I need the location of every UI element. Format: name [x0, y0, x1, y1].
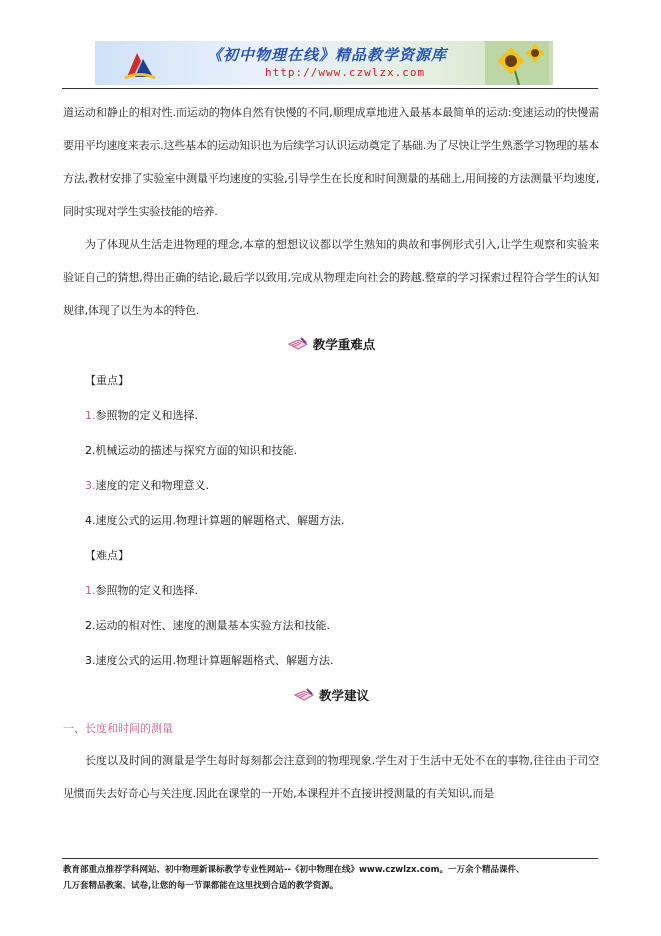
list-item [63, 398, 599, 433]
intro-paragraph: 为了体现从生活走进物理的理念,本章的想想议议都以学生熟知的典故和事例形式引入,让学生观察和实验来验证自己的猜想,得出正确的结论,最后学以致用,完成从物理走向社会的跨越.整章的学习探索过程符合学生的认知规律,体现了以生为本的特色. [63, 238, 599, 317]
banner-url[interactable]: http://www.czwlzx.com [265, 66, 426, 79]
header-banner [95, 41, 553, 85]
document-body [63, 96, 599, 810]
list-item [63, 643, 599, 678]
subheading: 一、长度和时间的测量 [63, 722, 173, 735]
site-logo-icon [123, 47, 157, 81]
item-text: 参照物的定义和选择. [95, 584, 198, 597]
list-item [63, 433, 599, 468]
item-text: 机械运动的描述与探究方面的知识和技能. [95, 444, 297, 457]
item-number: 4. [85, 514, 96, 527]
footer-rule [62, 858, 598, 859]
intro-paragraph: 道运动和静止的相对性.而运动的物体自然有快慢的不同,顺理成章地进入最基本最简单的运动:变速运动的快慢需要用平均速度来表示.这些基本的运动知识也为后续学习认识运动奠定了基础.为了尽快让学生熟悉学习物理的基本方法,教材安排了实验室中测量平均速度的实验,引导学生在长度和时间测量的基础上,用间接的方法测量平均速度,同时实现对学生实验技能的培养. [63, 106, 599, 218]
banner-title: 《初中物理在线》精品教学资源库 [207, 46, 448, 64]
pen-paper-icon [287, 336, 309, 352]
section-heading [63, 327, 599, 363]
list-item [63, 608, 599, 643]
body-paragraph: 长度以及时间的测量是学生每时每刻都会注意到的物理现象.学生对于生活中无处不在的事物,往往由于司空见惯而失去好奇心与关注度.因此在课堂的一开始,本课程并不直接讲授测量的有关知识,而是 [63, 754, 599, 800]
item-number: 1. [85, 584, 96, 597]
item-text: 速度的定义和物理意义. [95, 479, 209, 492]
pen-paper-icon [293, 687, 315, 703]
section-title: 教学重难点 [312, 337, 376, 352]
key-label: 【重点】 [85, 374, 129, 387]
section-title: 教学建议 [318, 688, 369, 703]
item-number: 2. [85, 619, 96, 632]
item-number: 3. [85, 654, 96, 667]
footer-line: 教育部重点推荐学科网站、初中物理新课标教学专业性网站--《初中物理在线》www.czwlzx.com。一万余个精品课件、 [63, 865, 525, 875]
page-footer [63, 862, 603, 894]
item-text: 参照物的定义和选择. [95, 409, 198, 422]
item-number: 2. [85, 444, 96, 457]
sunflower-icon [485, 41, 549, 85]
item-text: 运动的相对性、速度的测量基本实验方法和技能. [95, 619, 330, 632]
section-heading [63, 678, 599, 714]
list-item [63, 503, 599, 538]
header-rule [62, 88, 598, 89]
list-item [63, 468, 599, 503]
item-text: 速度公式的运用.物理计算题解题格式、解题方法. [95, 654, 334, 667]
item-number: 1. [85, 409, 96, 422]
item-number: 3. [85, 479, 96, 492]
difficult-label: 【难点】 [85, 549, 129, 562]
footer-line: 几万套精品教案、试卷,让您的每一节课都能在这里找到合适的教学资源。 [63, 881, 339, 891]
list-item [63, 573, 599, 608]
item-text: 速度公式的运用.物理计算题的解题格式、解题方法. [95, 514, 345, 527]
